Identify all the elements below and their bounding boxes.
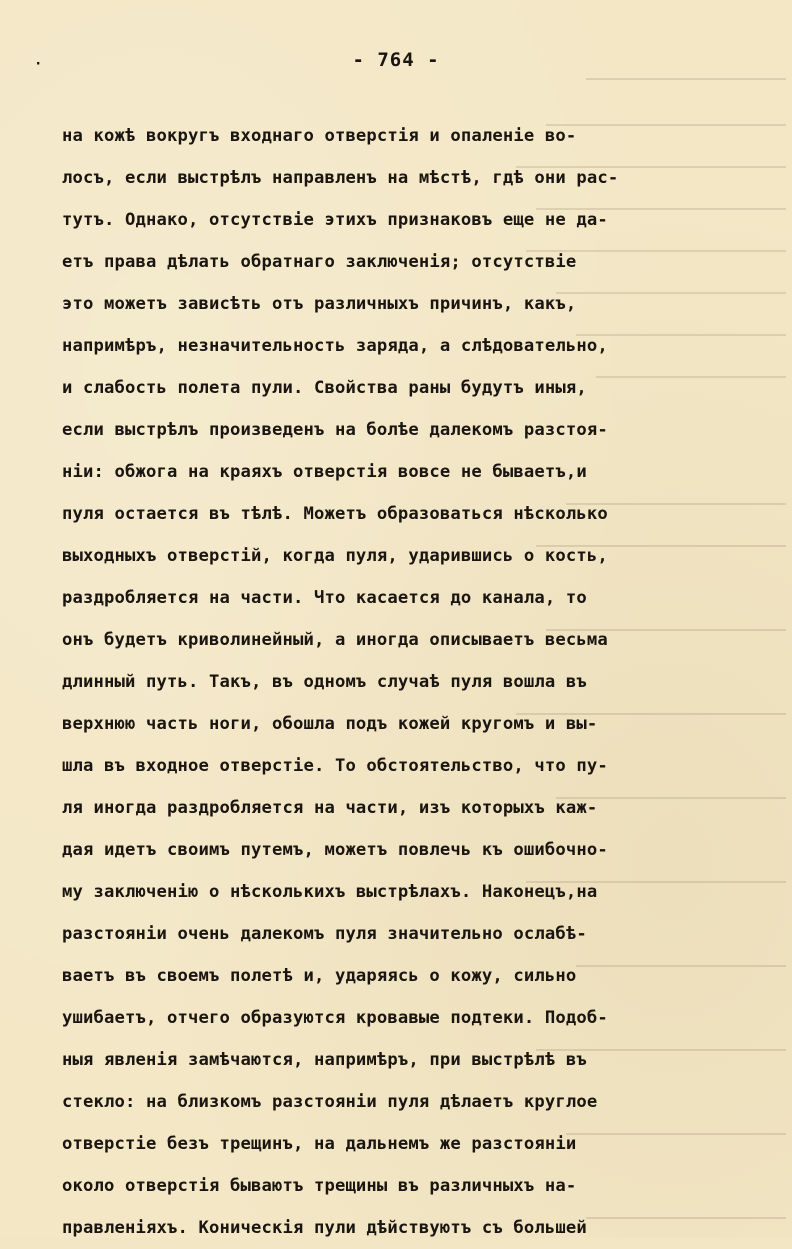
text-line: длинный путь. Такъ, въ одномъ случаѣ пуля вошла въ: [62, 672, 587, 692]
text-line: верхнюю часть ноги, обошла подъ кожей кругомъ и вы-: [62, 714, 598, 734]
text-line: шла въ входное отверстіе. То обстоятельство, что пу-: [62, 756, 608, 776]
text-line: етъ права дѣлать обратнаго заключенія; отсутствіе: [62, 252, 577, 272]
text-line: ля иногда раздробляется на части, изъ которыхъ каж-: [62, 798, 598, 818]
text-line: напримѣръ, незначительность заряда, а слѣдовательно,: [62, 336, 608, 356]
text-line: пуля остается въ тѣлѣ. Можетъ образоваться нѣсколько: [62, 504, 608, 524]
bleed-line: [586, 78, 786, 80]
text-line: дая идетъ своимъ путемъ, можетъ повлечь къ ошибочно-: [62, 840, 608, 860]
text-line: ваетъ въ своемъ полетѣ и, ударяясь о кожу, сильно: [62, 966, 577, 986]
text-line: правленіяхъ. Коническія пули дѣйствуютъ съ большей: [62, 1218, 587, 1238]
text-line: около отверстія бываютъ трещины въ различныхъ на-: [62, 1176, 577, 1196]
page-number-header: - 764 -: [352, 49, 440, 71]
text-line: это можетъ зависѣть отъ различныхъ причинъ, какъ,: [62, 294, 577, 314]
text-line: на кожѣ вокругъ входнаго отверстія и опаленіе во-: [62, 126, 577, 146]
text-line: разстояніи очень далекомъ пуля значительно ослабѣ-: [62, 924, 587, 944]
text-line: если выстрѣлъ произведенъ на болѣе далекомъ разстоя-: [62, 420, 608, 440]
text-line: ныя явленія замѣчаются, напримѣръ, при выстрѣлѣ въ: [62, 1050, 587, 1070]
text-line: лосъ, если выстрѣлъ направленъ на мѣстѣ, гдѣ они рас-: [62, 168, 619, 188]
text-line: онъ будетъ криволинейный, а иногда описываетъ весьма: [62, 630, 608, 650]
text-line: раздробляется на части. Что касается до канала, то: [62, 588, 587, 608]
text-line: тутъ. Однако, отсутствіе этихъ признаковъ еще не да-: [62, 210, 608, 230]
text-line: отверстіе безъ трещинъ, на дальнемъ же разстояніи: [62, 1134, 577, 1154]
margin-mark: ·: [34, 56, 43, 72]
text-line: выходныхъ отверстій, когда пуля, ударившись о кость,: [62, 546, 608, 566]
text-line: ніи: обжога на краяхъ отверстія вовсе не бываетъ,и: [62, 462, 587, 482]
text-line: и слабость полета пули. Свойства раны будутъ иныя,: [62, 378, 587, 398]
text-line: му заключенію о нѣсколькихъ выстрѣлахъ. Наконецъ,на: [62, 882, 598, 902]
text-line: ушибаетъ, отчего образуются кровавые подтеки. Подоб-: [62, 1008, 608, 1028]
text-line: стекло: на близкомъ разстояніи пуля дѣлаетъ круглое: [62, 1092, 598, 1112]
body-text: [62, 115, 742, 1249]
